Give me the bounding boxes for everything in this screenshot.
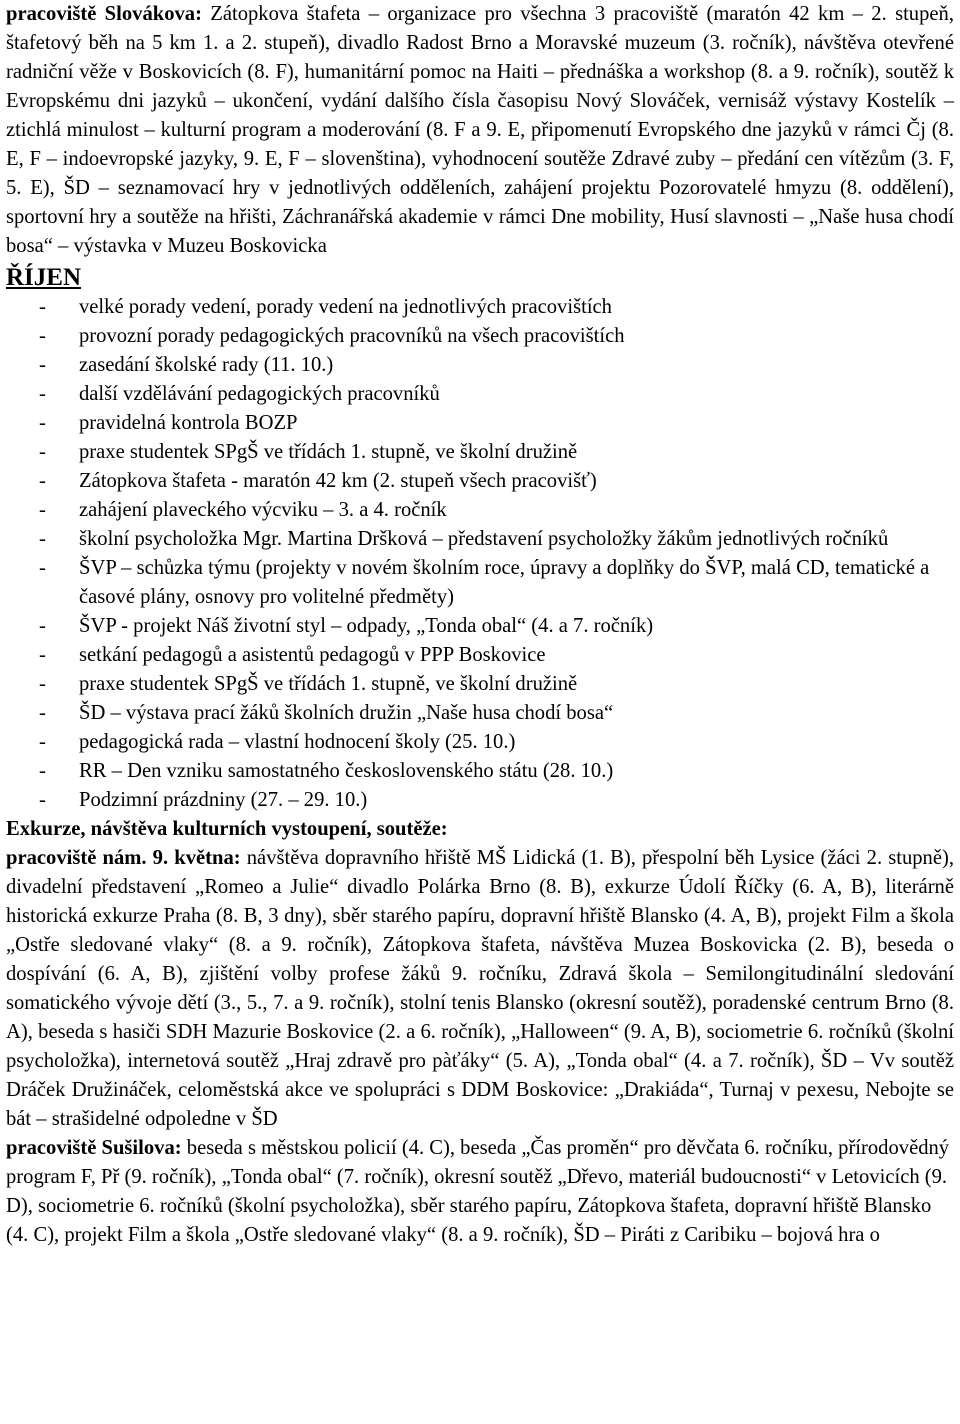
list-item — [6, 641, 954, 670]
list-item-text: ŠD – výstava prací žáků školních družin „Naše husa chodí bosa“ — [79, 702, 614, 724]
list-item-text: zasedání školské rady (11. 10.) — [79, 354, 334, 376]
list-item — [6, 554, 954, 612]
intro-label: pracoviště Slovákova: — [6, 3, 202, 25]
list-item-text: praxe studentek SPgŠ ve třídách 1. stupně, ve školní družině — [79, 673, 578, 695]
susilova-paragraph — [6, 1134, 954, 1250]
list-dash: - — [39, 673, 46, 695]
list-item-text: pravidelná kontrola BOZP — [79, 412, 298, 434]
list-item — [6, 699, 954, 728]
list-dash: - — [39, 441, 46, 463]
list-dash: - — [39, 470, 46, 492]
list-item — [6, 293, 954, 322]
list-item-text: další vzdělávání pedagogických pracovníků — [79, 383, 440, 405]
list-item — [6, 786, 954, 815]
namesti-text: návštěva dopravního hřiště MŠ Lidická (1. B), přespolní běh Lysice (žáci 2. stupně), divadelní představení „Romeo a Julie“ divadlo Polárka Brno (8. B), exkurze Údolí Říčky (6. A, B), literárně historická exkurze Praha (8. B, 3 dny), sběr starého papíru, dopravní hřiště Blansko (4. A, B), projekt Film a škola „Ostře sledované vlaky“ (8. a 9. ročník), Zátopkova štafeta, návštěva Muzea Boskovicka (2. B), beseda o dospívání (6. A, B), zjištění volby profese žáků 9. ročníku, Zdravá škola – Semilongitudinální sledování somatického vývoje dětí (3., 5., 7. a 9. ročník), stolní tenis Blansko (okresní soutěž), poradenské centrum Brno (8. A), beseda s hasiči SDH Mazurie Boskovice (2. a 6. ročník), „Halloween“ (9. A, B), sociometrie 6. ročníků (školní psycholožka), internetová soutěž „Hraj zdravě pro pàťáky“ (5. A), „Tonda obal“ (4. a 7. ročník), ŠD – Vv soutěž Dráček Družináček, celoměstská akce ve spolupráci s DDM Boskovice: „Drakiáda“, Turnaj v pexesu, Nebojte se bát – strašidelné odpoledne v ŠD — [6, 847, 954, 1130]
list-dash: - — [39, 789, 46, 811]
list-item — [6, 525, 954, 554]
list-item-text: RR – Den vzniku samostatného československého státu (28. 10.) — [79, 760, 614, 782]
list-item-text: Zátopkova štafeta - maratón 42 km (2. stupeň všech pracovišť) — [79, 470, 597, 492]
list-item — [6, 670, 954, 699]
namesti-paragraph — [6, 844, 954, 1134]
month-heading: ŘÍJEN — [6, 264, 82, 291]
list-item-text: Podzimní prázdniny (27. – 29. 10.) — [79, 789, 368, 811]
list-item-text: praxe studentek SPgŠ ve třídách 1. stupně, ve školní družině — [79, 441, 578, 463]
list-item — [6, 322, 954, 351]
list-dash: - — [39, 383, 46, 405]
list-dash: - — [39, 296, 46, 318]
list-dash: - — [39, 731, 46, 753]
list-item — [6, 728, 954, 757]
list-dash: - — [39, 354, 46, 376]
list-item-text: zahájení plaveckého výcviku – 3. a 4. ročník — [79, 499, 447, 521]
namesti-label: pracoviště nám. 9. května: — [6, 847, 241, 869]
susilova-label: pracoviště Sušilova: — [6, 1137, 182, 1159]
list-item — [6, 351, 954, 380]
list-dash: - — [39, 528, 46, 550]
list-dash: - — [39, 702, 46, 724]
list-dash: - — [39, 557, 46, 579]
list-dash: - — [39, 760, 46, 782]
list-dash: - — [39, 412, 46, 434]
list-item — [6, 409, 954, 438]
list-item — [6, 438, 954, 467]
list-item — [6, 467, 954, 496]
list-item-text: pedagogická rada – vlastní hodnocení školy (25. 10.) — [79, 731, 516, 753]
list-item — [6, 612, 954, 641]
list-dash: - — [39, 615, 46, 637]
excursions-heading-text: Exkurze, návštěva kulturních vystoupení, soutěže: — [6, 818, 448, 840]
list-item-text: setkání pedagogů a asistentů pedagogů v PPP Boskovice — [79, 644, 546, 666]
list-item-text: velké porady vedení, porady vedení na jednotlivých pracovištích — [79, 296, 612, 318]
list-dash: - — [39, 325, 46, 347]
intro-paragraph — [6, 0, 954, 261]
excursions-heading — [6, 815, 954, 844]
list-item-text: ŠVP - projekt Náš životní styl – odpady, „Tonda obal“ (4. a 7. ročník) — [79, 615, 654, 637]
list-item-text: školní psycholožka Mgr. Martina Dršková – představení psycholožky žákům jednotlivých ročníků — [79, 528, 889, 550]
list-dash: - — [39, 499, 46, 521]
list-item-text: provozní porady pedagogických pracovníků na všech pracovištích — [79, 325, 625, 347]
intro-text: Zátopkova štafeta – organizace pro všechna 3 pracoviště (maratón 42 km – 2. stupeň, štafetový běh na 5 km 1. a 2. stupeň), divadlo Radost Brno a Moravské muzeum (3. ročník), návštěva otevřené radniční věže v Boskovicích (8. F), humanitární pomoc na Haiti – přednáška a workshop (8. a 9. ročník), soutěž k Evropskému dni jazyků – ukončení, vydání dalšího čísla časopisu Nový Slováček, vernisáž výstavy Kostelík – ztichlá minulost – kulturní program a moderování (8. F a 9. E, připomenutí Evropského dne jazyků v rámci Čj (8. E, F – indoevropské jazyky, 9. E, F – slovenština), vyhodnocení soutěže Zdravé zuby – předání cen vítězům (3. F, 5. E), ŠD – seznamovací hry v jednotlivých odděleních, zahájení projektu Pozorovatelé hmyzu (8. oddělení), sportovní hry a soutěže na hřišti, Záchranářská akademie v rámci Dne mobility, Husí slavnosti – „Naše husa chodí bosa“ – výstavka v Muzeu Boskovicka — [6, 3, 954, 257]
list-item — [6, 496, 954, 525]
susilova-text: beseda s městskou policií (4. C), beseda „Čas proměn“ pro děvčata 6. ročníku, přírodovědný program F, Př (9. ročník), „Tonda obal“ (7. ročník), okresní soutěž „Dřevo, materiál budoucnosti“ v Letovicích (9. D), sociometrie 6. ročníků (školní psycholožka), sběr starého papíru, Zátopkova štafeta, dopravní hřiště Blansko (4. C), projekt Film a škola „Ostře sledované vlaky“ (8. a 9. ročník), ŠD – Piráti z Caribiku – bojová hra o — [6, 1137, 950, 1246]
list-item — [6, 380, 954, 409]
list-item — [6, 757, 954, 786]
october-list — [6, 293, 954, 815]
list-item-text: ŠVP – schůzka týmu (projekty v novém školním roce, úpravy a doplňky do ŠVP, malá CD, tematické a časové plány, osnovy pro volitelné předměty) — [79, 557, 930, 608]
list-dash: - — [39, 644, 46, 666]
